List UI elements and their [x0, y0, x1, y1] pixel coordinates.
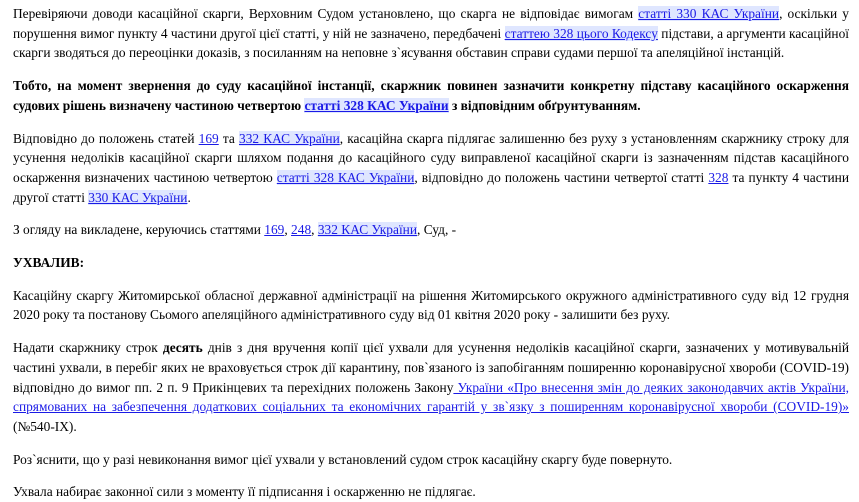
paragraph-review	[13, 4, 849, 63]
bold-term: десять	[162, 340, 203, 356]
paragraph-effect: Ухвала набирає законної сили з моменту її підписання і оскарженню не підлягає.	[13, 484, 476, 500]
text: Надати скаржнику строк	[13, 340, 163, 356]
text: (№540-IX).	[13, 418, 77, 434]
link-article-332[interactable]: 332 КАС України	[317, 222, 417, 238]
text: З огляду на викладене, керуючись статтями	[13, 222, 265, 238]
text: днів з дня вручення копії цієї ухвали для усунення недоліків касаційної скарги, зазначених у мотивувальній частині ухвали, в перебіг яких не враховується строк дії карантину, пов`язаного із запобіганням поширенню коронавірусної хвороби (COVID-19) відповідно до вимог пп. 2 п. 9 Прикінцевих та перехідних положень Закону	[13, 340, 849, 395]
text: та	[218, 130, 239, 146]
paragraph-explain: Роз`яснити, що у разі невиконання вимог цієї ухвали у встановлений судом строк касаційну скаргу буде повернуто.	[13, 451, 673, 467]
text: з відповідним обґрунтуванням.	[448, 97, 641, 113]
text: Перевіряючи доводи касаційної скарги, Верховним Судом установлено, що скарга не відповідає вимогам	[13, 6, 639, 21]
heading-decided: УХВАЛИВ:	[13, 255, 85, 271]
text: ,	[284, 222, 292, 238]
link-law-covid[interactable]: України «Про внесення змін до деяких законодавчих актів України, спрямованих на забезпечення додаткових соціальних та економічних гарантій у зв`язку з поширенням коронавірусної хвороби (COVID-19)»	[13, 379, 849, 415]
link-article-328-code[interactable]: статтею 328 цього Кодексу	[504, 25, 658, 41]
link-article-328[interactable]: статті 328 КАС України	[304, 97, 449, 113]
link-article-248[interactable]: 248	[291, 222, 312, 238]
paragraph-deadline	[13, 338, 849, 437]
paragraph-articles	[13, 129, 849, 208]
text: та пункту 4 частини другої статті	[13, 169, 849, 205]
text: Відповідно до положень статей	[13, 130, 199, 146]
text: , відповідно до положень частини четвертої статті	[414, 169, 709, 185]
text: , касаційна скарга підлягає залишенню без руху з установленням скаржнику строку для усунення недоліків касаційної скарги шляхом подання до касаційного суду виправленої касаційної скарги із зазначенням підстав касаційного оскарження визначених частиною четвертою	[13, 130, 850, 185]
paragraph-leave-without-motion: Касаційну скаргу Житомирської обласної державної адміністрації на рішення Житомирського окружного адміністративного суду від 12 грудня 2020 року та постанову Сьомого апеляційного адміністративного суду від 01 квітня 2020 року - залишити без руху.	[13, 287, 849, 323]
paragraph-bold-requirement	[13, 76, 849, 115]
text: підстави, а аргументи касаційної скарги зводяться до переоцінки доказів, з посиланням на неповне з`ясування обставин справи судами першої та апеляційної інстанцій.	[13, 25, 849, 61]
link-article-332[interactable]: 332 КАС України	[239, 130, 340, 146]
link-article-330[interactable]: 330 КАС України	[88, 189, 188, 205]
link-article-169[interactable]: 169	[264, 222, 285, 238]
link-article-169[interactable]: 169	[198, 130, 219, 146]
text: ,	[311, 222, 318, 238]
paragraph-considering	[13, 220, 849, 240]
link-article-328-short[interactable]: 328	[708, 169, 729, 185]
text: .	[187, 189, 191, 205]
link-article-330[interactable]: статті 330 КАС України	[638, 6, 780, 21]
text: , Суд, -	[417, 222, 457, 238]
link-article-328[interactable]: статті 328 КАС України	[276, 169, 415, 185]
text: , оскільки у порушення вимог пункту 4 частини другої цієї статті, у ній не зазначено, передбачені	[13, 6, 849, 41]
text: Тобто, на момент звернення до суду касаційної інстанції, скаржник повинен зазначити конкретну підставу касаційного оскарження судових рішень визначену частиною четвертою	[13, 78, 849, 113]
